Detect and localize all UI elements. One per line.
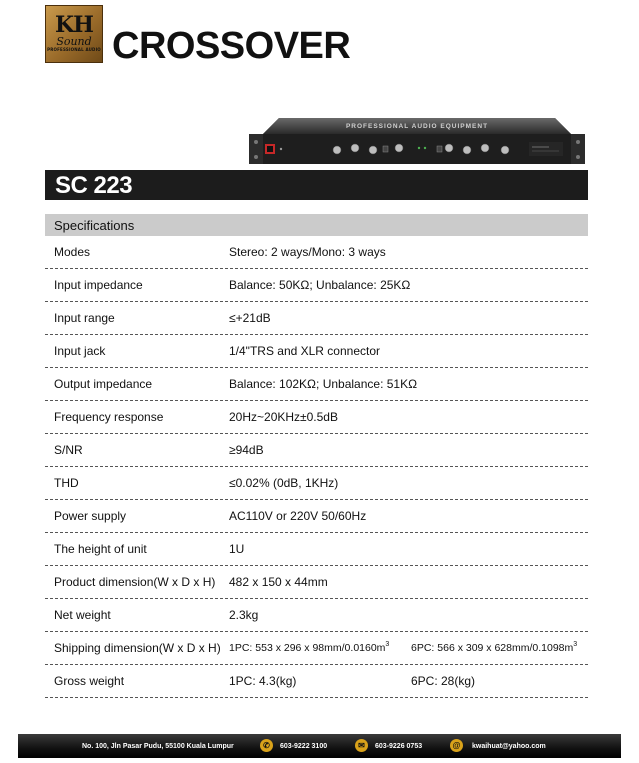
spec-label: Power supply [54, 509, 127, 523]
spec-value-secondary: 6PC: 28(kg) [411, 674, 476, 688]
fax-icon: ✉ [355, 739, 368, 752]
spec-value: ≤0.02% (0dB, 1KHz) [229, 476, 339, 490]
spec-row [45, 566, 588, 599]
spec-label: Input impedance [54, 278, 143, 292]
model-name: SC 223 [55, 172, 133, 199]
spec-row [45, 467, 588, 500]
spec-row [45, 533, 588, 566]
cubic-superscript: 3 [573, 640, 578, 648]
kh-sound-logo [45, 5, 103, 63]
spec-row [45, 302, 588, 335]
spec-row [45, 500, 588, 533]
spec-row [45, 599, 588, 632]
spec-row [45, 434, 588, 467]
spec-value: Balance: 50KΩ; Unbalance: 25KΩ [229, 278, 411, 292]
footer-phone: 603-9222 3100 [280, 743, 328, 750]
spec-row [45, 269, 588, 302]
specifications-header [45, 214, 588, 236]
spec-label: Frequency response [54, 410, 164, 424]
spec-row [45, 335, 588, 368]
crossover-device-image [249, 118, 585, 164]
spec-value-secondary [411, 641, 577, 655]
spec-label: Product dimension(W x D x H) [54, 575, 216, 589]
spec-value: 2.3kg [229, 608, 259, 622]
model-bar [45, 170, 588, 200]
footer-email[interactable]: kwaihuat@yahoo.com [472, 743, 546, 750]
spec-row [45, 632, 588, 665]
footer-fax: 603-9226 0753 [375, 743, 423, 750]
spec-row [45, 368, 588, 401]
logo-kh-text: KH [55, 12, 93, 38]
logo-sound-text: Sound [56, 35, 92, 48]
spec-label: S/NR [54, 443, 83, 457]
spec-value: 20Hz~20KHz±0.5dB [229, 410, 338, 424]
spec-value: AC110V or 220V 50/60Hz [229, 509, 367, 523]
spec-label: Modes [54, 245, 91, 259]
spec-value-text: 6PC: 566 x 309 x 628mm/0.1098m [411, 642, 574, 654]
spec-value [229, 641, 389, 655]
spec-row [45, 236, 588, 269]
spec-label: Shipping dimension(W x D x H) [54, 641, 221, 655]
spec-value: 1/4"TRS and XLR connector [229, 344, 381, 358]
spec-label: The height of unit [54, 542, 147, 556]
spec-label: Gross weight [54, 674, 125, 688]
spec-row [45, 401, 588, 434]
spec-label: Input range [54, 311, 115, 325]
spec-value-text: 1PC: 553 x 296 x 98mm/0.0160m [229, 642, 386, 654]
page-title: CROSSOVER [112, 25, 351, 67]
spec-value: 482 x 150 x 44mm [229, 575, 328, 589]
spec-label: Input jack [54, 344, 106, 358]
email-icon: @ [450, 739, 463, 752]
spec-row [45, 665, 588, 698]
specifications-heading: Specifications [54, 218, 135, 233]
logo-tagline: PROFESSIONAL AUDIO [47, 47, 101, 52]
device-panel-label: PROFESSIONAL AUDIO EQUIPMENT [345, 123, 489, 130]
phone-icon: ✆ [260, 739, 273, 752]
spec-label: THD [54, 476, 79, 490]
spec-label: Output impedance [54, 377, 153, 391]
spec-value: Stereo: 2 ways/Mono: 3 ways [229, 245, 386, 259]
footer-address: No. 100, Jln Pasar Pudu, 55100 Kuala Lumpur [82, 743, 234, 750]
specifications-table [45, 236, 588, 698]
spec-value: ≥94dB [229, 443, 264, 457]
spec-label: Net weight [54, 608, 111, 622]
contact-footer [18, 734, 621, 758]
cubic-superscript: 3 [385, 640, 390, 648]
spec-value: 1PC: 4.3(kg) [229, 674, 297, 688]
spec-value: Balance: 102KΩ; Unbalance: 51KΩ [229, 377, 418, 391]
spec-value: 1U [229, 542, 245, 556]
spec-value: ≤+21dB [229, 311, 271, 325]
